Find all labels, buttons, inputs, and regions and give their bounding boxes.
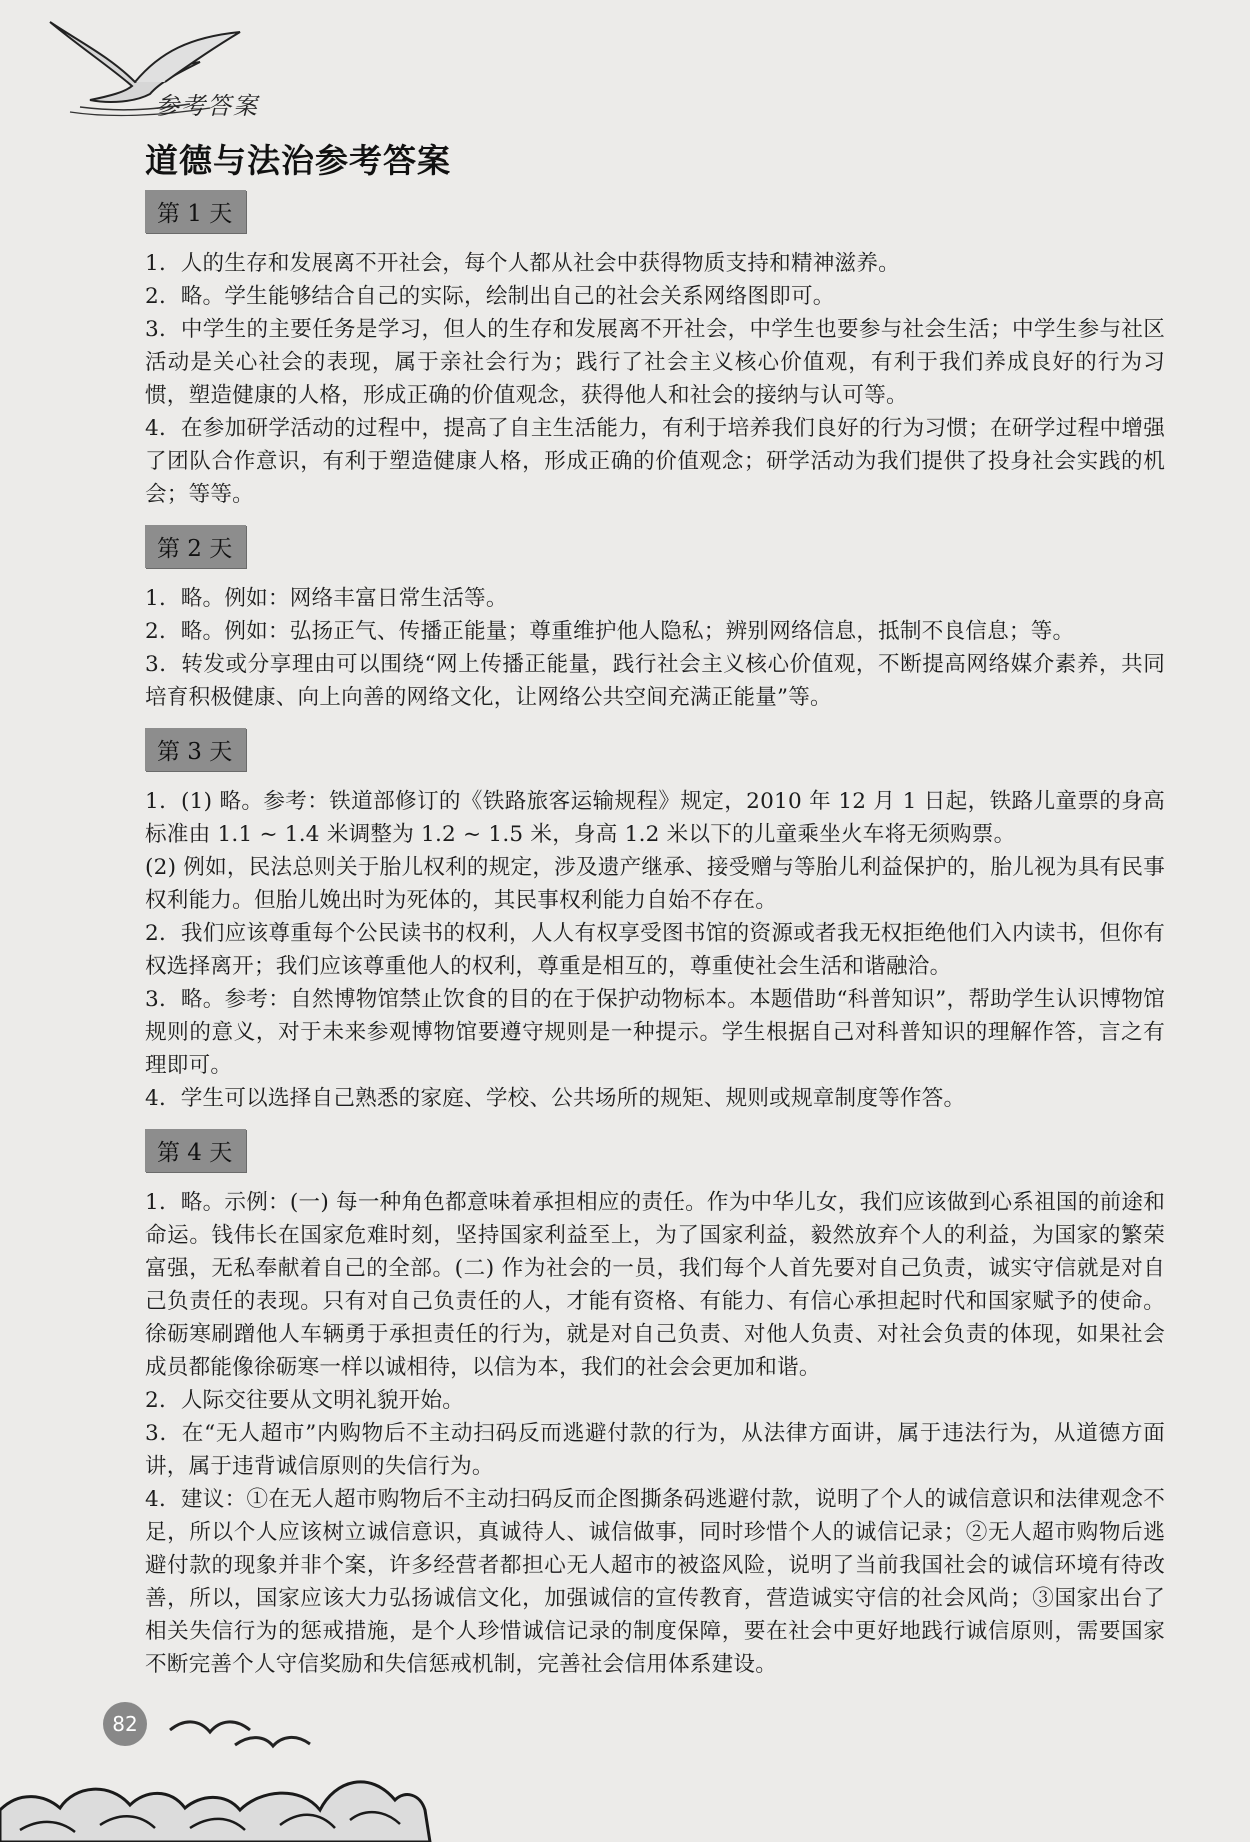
answer-item: 4．学生可以选择自己熟悉的家庭、学校、公共场所的规矩、规则或规章制度等作答。 [145, 1086, 966, 1111]
day-label: 第 2 天 [145, 525, 246, 568]
answer-item: 1．人的生存和发展离不开社会，每个人都从社会中获得物质支持和精神滋养。 [145, 251, 900, 276]
answer-item: 1．(1) 略。参考：铁道部修订的《铁路旅客运输规程》规定，2010 年 12 月 1 日起，铁路儿童票的身高标准由 1.1 ~ 1.4 米调整为 1.2 ~ 1.5 米，身高 1.2 米以下的儿童乘坐火车将无须购票。 [145, 789, 1165, 847]
day-label: 第 4 天 [145, 1129, 246, 1172]
day-section [145, 190, 1165, 511]
answer-item: 2．略。例如：弘扬正气、传播正能量；尊重维护他人隐私；辨别网络信息，抵制不良信息；等。 [145, 619, 1075, 644]
day-section [145, 1129, 1165, 1681]
day-section [145, 525, 1165, 714]
answer-item: 3．中学生的主要任务是学习，但人的生存和发展离不开社会，中学生也要参与社会生活；中学生参与社区活动是关心社会的表现，属于亲社会行为；践行了社会主义核心价值观，有利于我们养成良好的行为习惯，塑造健康的人格，形成正确的价值观念，获得他人和社会的接纳与认可等。 [145, 317, 1165, 408]
day-label: 第 1 天 [145, 190, 246, 233]
page-number: 82 [103, 1702, 147, 1746]
answer-item: 3．在“无人超市”内购物后不主动扫码反而逃避付款的行为，从法律方面讲，属于违法行为，从道德方面讲，属于违背诚信原则的失信行为。 [145, 1421, 1165, 1479]
answer-item: 2．略。学生能够结合自己的实际，绘制出自己的社会关系网络图即可。 [145, 284, 835, 309]
answer-item: 4．建议：①在无人超市购物后不主动扫码反而企图撕条码逃避付款，说明了个人的诚信意识和法律观念不足，所以个人应该树立诚信意识，真诚待人、诚信做事，同时珍惜个人的诚信记录；②无人超市购物后逃避付款的现象并非个案，许多经营者都担心无人超市的被盗风险，说明了当前我国社会的诚信环境有待改善，所以，国家应该大力弘扬诚信文化，加强诚信的宣传教育，营造诚实守信的社会风尚；③国家出台了相关失信行为的惩戒措施，是个人珍惜诚信记录的制度保障，要在社会中更好地践行诚信原则，需要国家不断完善个人守信奖励和失信惩戒机制，完善社会信用体系建设。 [145, 1487, 1165, 1677]
answer-item: (2) 例如，民法总则关于胎儿权利的规定，涉及遗产继承、接受赠与等胎儿利益保护的，胎儿视为具有民事权利能力。但胎儿娩出时为死体的，其民事权利能力自始不存在。 [145, 855, 1165, 913]
day-label: 第 3 天 [145, 728, 246, 771]
answer-item: 3．略。参考：自然博物馆禁止饮食的目的在于保护动物标本。本题借助“科普知识”，帮助学生认识博物馆规则的意义，对于未来参观博物馆要遵守规则是一种提示。学生根据自己对科普知识的理解作答，言之有理即可。 [145, 987, 1165, 1078]
answer-item: 3．转发或分享理由可以围绕“网上传播正能量，践行社会主义核心价值观，不断提高网络媒介素养，共同培育积极健康、向上向善的网络文化，让网络公共空间充满正能量”等。 [145, 652, 1165, 710]
answer-item: 1．略。示例：(一) 每一种角色都意味着承担相应的责任。作为中华儿女，我们应该做到心系祖国的前途和命运。钱伟长在国家危难时刻，坚持国家利益至上，为了国家利益，毅然放弃个人的利益，为国家的繁荣富强，无私奉献着自己的全部。(二) 作为社会的一员，我们每个人首先要对自己负责，诚实守信就是对自己负责任的表现。只有对自己负责任的人，才能有资格、有能力、有信心承担起时代和国家赋予的使命。徐砺寒刷蹭他人车辆勇于承担责任的行为，就是对自己负责、对他人负责、对社会负责的体现，如果社会成员都能像徐砺寒一样以诚相待，以信为本，我们的社会会更加和谐。 [145, 1190, 1165, 1380]
page-title: 道德与法治参考答案 [145, 141, 451, 180]
answer-item: 2．人际交往要从文明礼貌开始。 [145, 1388, 465, 1413]
answer-item: 2．我们应该尊重每个公民读书的权利，人人有权享受图书馆的资源或者我无权拒绝他们入内读书，但你有权选择离开；我们应该尊重他人的权利，尊重是相互的，尊重使社会生活和谐融洽。 [145, 921, 1165, 979]
waves-birds-decoration-icon [0, 1690, 460, 1842]
corner-label: 参考答案 [155, 92, 259, 120]
answer-item: 4．在参加研学活动的过程中，提高了自主生活能力，有利于培养我们良好的行为习惯；在研学过程中增强了团队合作意识，有利于塑造健康人格，形成正确的价值观念；研学活动为我们提供了投身社会实践的机会；等等。 [145, 416, 1165, 507]
answer-content [145, 190, 1165, 1695]
answer-item: 1．略。例如：网络丰富日常生活等。 [145, 586, 508, 611]
day-section [145, 728, 1165, 1115]
